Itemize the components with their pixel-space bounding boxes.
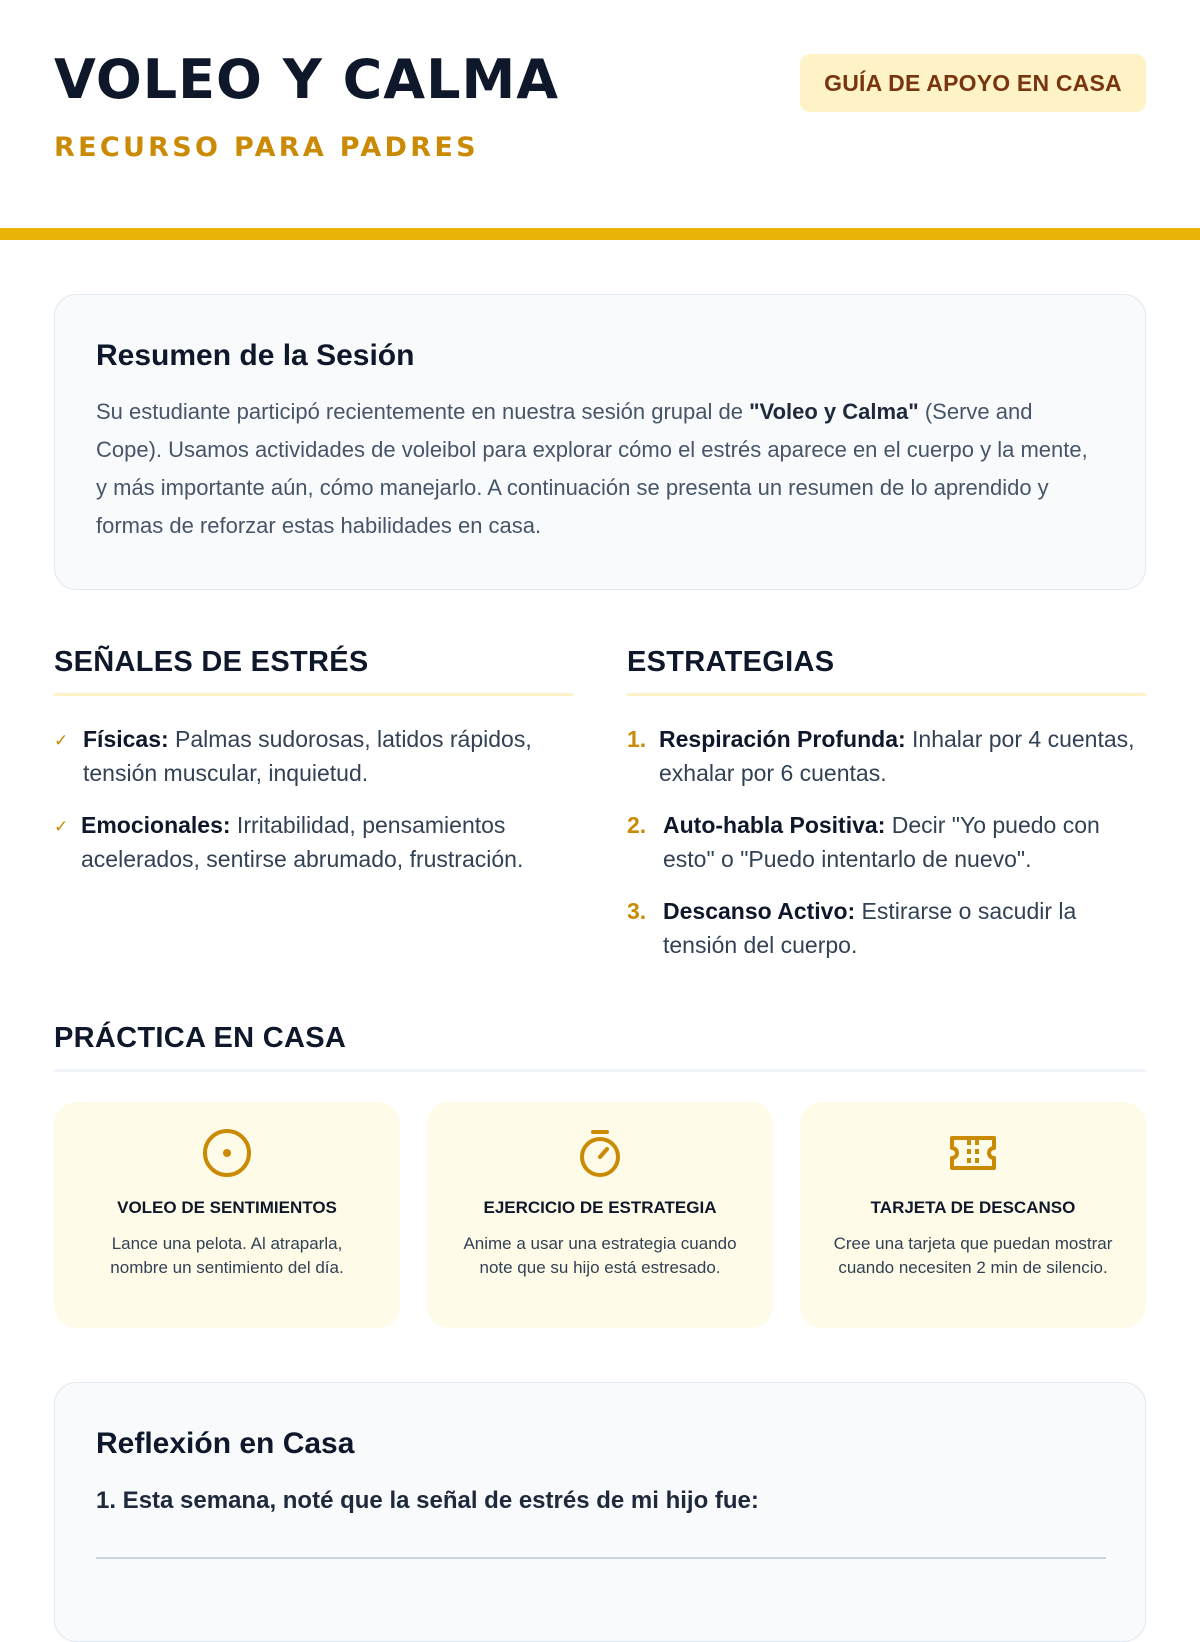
practice-card-text: Lance una pelota. Al atraparla, nombre un sentimiento del día. (110, 1234, 344, 1277)
practice-card (800, 1102, 1146, 1328)
item-number: 3. (627, 898, 647, 924)
reflection-heading: Reflexión en Casa (96, 1427, 355, 1460)
check-icon: ✓ (54, 731, 69, 750)
header-divider (0, 228, 1200, 240)
practice-card-title: EJERCICIO DE ESTRATEGIA (483, 1198, 717, 1217)
practice-card (427, 1102, 773, 1328)
item-number: 1. (627, 726, 647, 752)
list-item: 2. Auto-habla Positiva: Decir "Yo puedo con esto" o "Puedo intentarlo de nuevo". (627, 808, 1146, 876)
stopwatch-icon (575, 1128, 625, 1178)
reflection-card (54, 1382, 1146, 1642)
summary-heading: Resumen de la Sesión (96, 339, 415, 372)
stress-signals-heading: SEÑALES DE ESTRÉS (54, 646, 573, 696)
page-subtitle: RECURSO PARA PADRES (54, 132, 479, 163)
practice-card-title: TARJETA DE DESCANSO (870, 1198, 1076, 1217)
strategies-section (627, 646, 1146, 980)
session-summary-card (54, 294, 1146, 590)
list-item: 1. Respiración Profunda: Inhalar por 4 cuentas, exhalar por 6 cuentas. (627, 722, 1146, 790)
practice-card-title: VOLEO DE SENTIMIENTOS (117, 1198, 337, 1217)
check-icon: ✓ (54, 817, 69, 836)
summary-text: Su estudiante participó recientemente en nuestra sesión grupal de "Voleo y Calma" (Serve and Cope). Usamos actividades de voleibol para explorar cómo el estrés aparece en el cuerpo y la mente, y más importante aún, cómo manejarlo. A continuación se presenta un resumen de lo aprendido y formas de reforzar estas habilidades en casa. (96, 399, 1088, 538)
list-item: 3. Descanso Activo: Estirarse o sacudir la tensión del cuerpo. (627, 894, 1146, 962)
practice-card (54, 1102, 400, 1328)
target-icon (202, 1128, 252, 1178)
page-title: VOLEO Y CALMA (54, 48, 560, 111)
strategies-heading: ESTRATEGIAS (627, 646, 1146, 696)
practice-heading: PRÁCTICA EN CASA (54, 1022, 1146, 1072)
stress-signals-section (54, 646, 573, 894)
page-header (0, 0, 1200, 228)
practice-card-text: Cree una tarjeta que puedan mostrar cuando necesiten 2 min de silencio. (833, 1234, 1113, 1277)
list-item: ✓ Físicas: Palmas sudorosas, latidos rápidos, tensión muscular, inquietud. (54, 722, 573, 790)
guide-badge: GUÍA DE APOYO EN CASA (800, 54, 1146, 112)
item-number: 2. (627, 812, 647, 838)
list-item: ✓ Emocionales: Irritabilidad, pensamientos acelerados, sentirse abrumado, frustración. (54, 808, 573, 876)
practice-card-text: Anime a usar una estrategia cuando note que su hijo está estresado. (463, 1234, 737, 1277)
reflection-question: 1. Esta semana, noté que la señal de estrés de mi hijo fue: (96, 1487, 759, 1514)
answer-line[interactable] (96, 1557, 1106, 1559)
ticket-icon (948, 1128, 998, 1178)
